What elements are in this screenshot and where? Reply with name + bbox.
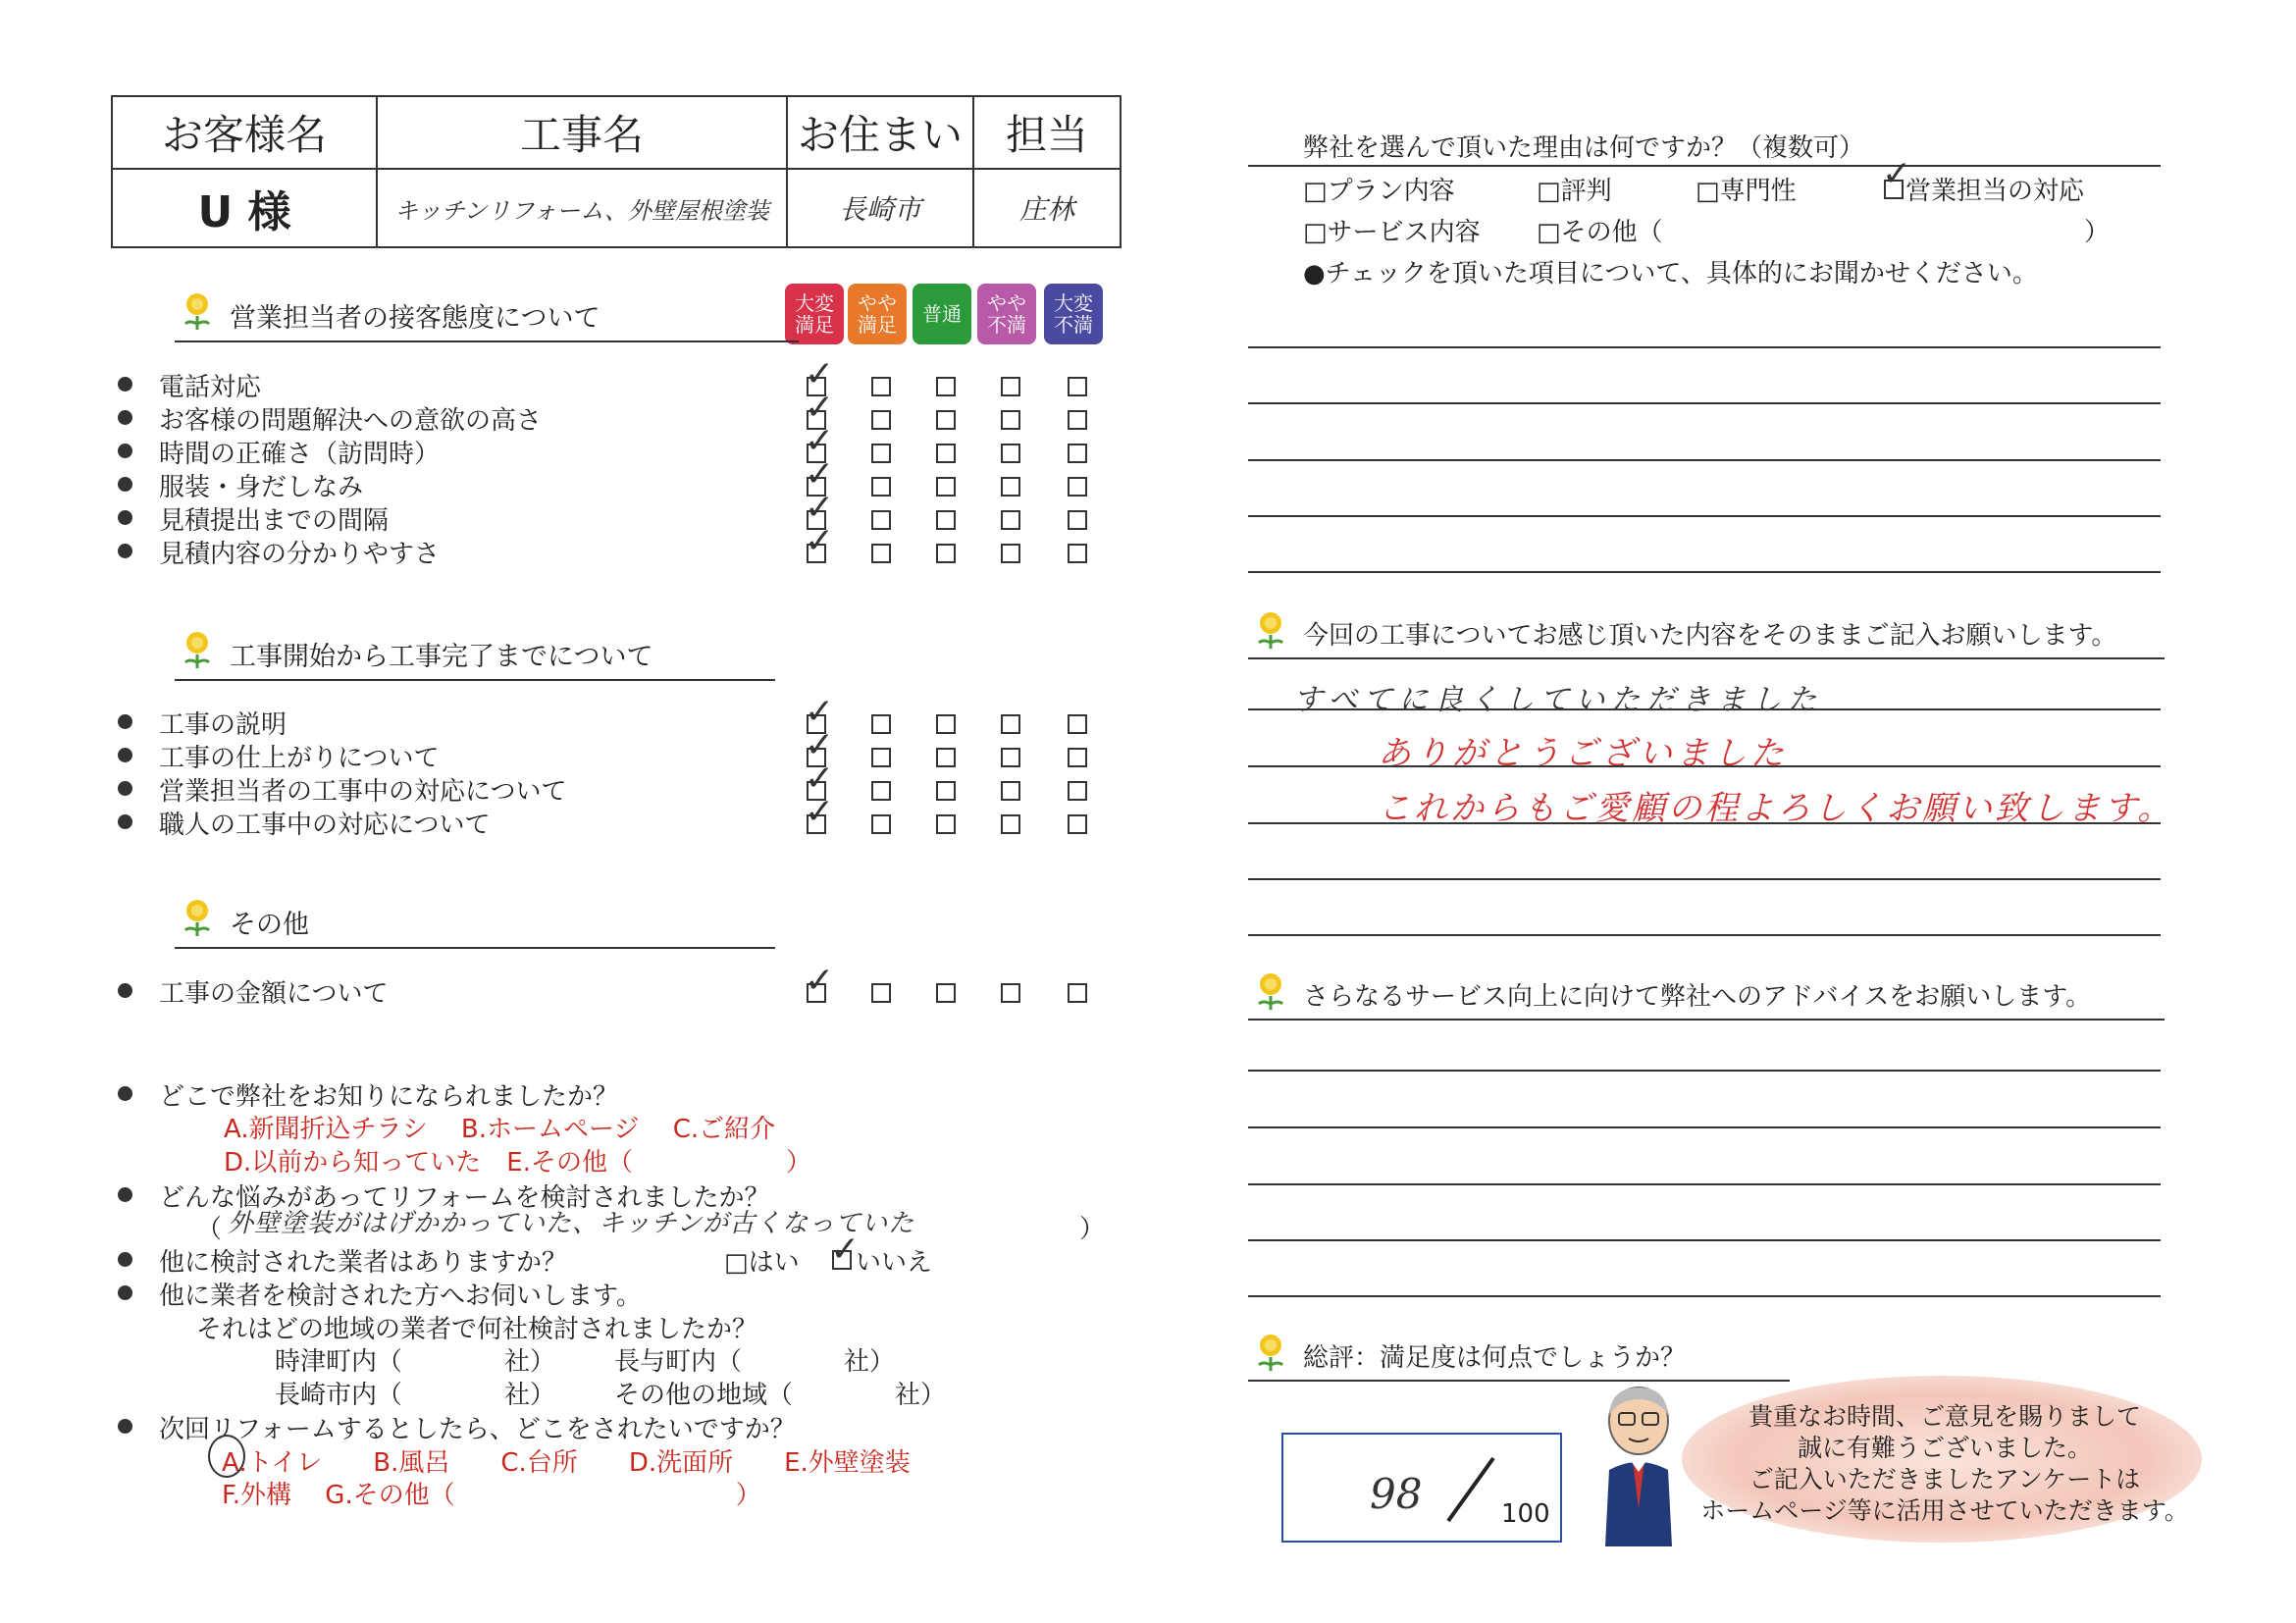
check-mark-icon: ✓: [830, 1230, 861, 1270]
impression-reply-1: ありがとうございました: [1378, 734, 1788, 773]
project-name: キッチンリフォーム、外壁屋根塗装: [377, 169, 787, 247]
check-mark-icon: ✓: [805, 388, 835, 428]
thanks-message: 貴重なお時間、ご意見を賜りまして 誠に有難うございました。 ご記入いただきましたアンケートは ホームページ等に活用させていただきます。: [1700, 1402, 2189, 1525]
list-item: 見積内容の分かりやすさ: [159, 534, 440, 570]
impression-customer-text: すべてに良くしていただきました: [1293, 683, 1823, 717]
writing-line: [1248, 1126, 2161, 1128]
rating-checkbox[interactable]: [1001, 814, 1020, 834]
check-mark-icon: ✓: [805, 354, 835, 394]
list-item: 工事の説明: [159, 705, 287, 741]
header-customer-label: お客様名: [112, 96, 377, 169]
flower-icon: [1254, 1332, 1287, 1373]
reason-expertise: □専門性: [1696, 177, 1797, 206]
section-impression: [1248, 615, 2165, 659]
flower-icon: [1254, 609, 1287, 651]
list-item: 見積提出までの間隔: [159, 500, 389, 537]
header-address-label: お住まい: [787, 96, 973, 169]
header-table: [111, 95, 1122, 248]
rating-checkbox[interactable]: [871, 714, 891, 734]
check-mark-icon: ✓: [805, 421, 835, 461]
list-item: 時間の正確さ（訪問時）: [159, 434, 440, 470]
check-mark-icon: ✓: [805, 725, 835, 765]
rating-checkbox[interactable]: [936, 510, 956, 530]
reason-sales: 営業担当の対応: [1905, 177, 2085, 206]
header-staff-label: 担当: [973, 96, 1121, 169]
writing-line: [1248, 402, 2161, 404]
next-reform-options-2: F.外構 G.その他（ ）: [222, 1481, 761, 1510]
list-item: 電話対応: [159, 367, 261, 403]
rating-checkbox[interactable]: [871, 377, 891, 396]
section-score-title: 総評：満足度は何点でしょうか？: [1303, 1343, 1687, 1373]
badge-very-satisfied: 大変 満足: [785, 284, 844, 344]
writing-line: [1248, 515, 2161, 517]
section-sales-attitude: [175, 296, 799, 342]
mascot-icon: [1593, 1382, 1684, 1548]
reason-other: □その他（: [1537, 218, 1663, 247]
divider: [1248, 165, 2161, 167]
rating-checkbox[interactable]: [871, 410, 891, 430]
rating-checkbox[interactable]: [1068, 510, 1087, 530]
writing-line: [1248, 822, 2161, 824]
writing-line: [1248, 708, 2161, 710]
question-worry: どんな悩みがあってリフォームを検討されましたか？: [159, 1178, 769, 1214]
rating-checkbox[interactable]: [1001, 544, 1020, 563]
badge-satisfied: やや 満足: [848, 284, 907, 344]
impression-reply-2: これからもご愛顧の程よろしくお願い致します。: [1378, 789, 2174, 828]
section-score: [1248, 1337, 1790, 1382]
badge-very-dissatisfied: 大変 不満: [1044, 284, 1103, 344]
writing-line: [1248, 1070, 2161, 1072]
rating-checkbox[interactable]: [1068, 983, 1087, 1003]
reason-service: □サービス内容: [1303, 218, 1481, 247]
section-other: [175, 903, 775, 949]
rating-checkbox[interactable]: [1068, 544, 1087, 563]
staff-value: 庄林: [973, 169, 1121, 247]
section-advice-title: さらなるサービス向上に向けて弊社へのアドバイスをお願いします。: [1303, 982, 2092, 1012]
score-value: 98: [1370, 1470, 1423, 1518]
worry-open-paren: （: [196, 1215, 223, 1244]
list-item: 職人の工事中の対応について: [159, 805, 490, 841]
other-vendor-no: いいえ: [856, 1248, 933, 1278]
writing-line: [1248, 1239, 2161, 1241]
reason-title: 弊社を選んで頂いた理由は何ですか？（複数可）: [1303, 133, 1865, 163]
rating-checkbox[interactable]: [936, 814, 956, 834]
vendor-area-tokitsu: 時津町内（ 社）: [275, 1347, 556, 1377]
writing-line: [1248, 346, 2161, 348]
rating-checkbox[interactable]: [936, 410, 956, 430]
check-mark-icon: ✓: [805, 488, 835, 528]
reason-detail-prompt: ●チェックを頂いた項目について、具体的にお聞かせください。: [1303, 259, 2038, 288]
list-item: 工事の金額について: [159, 973, 388, 1010]
address-value: 長崎市: [787, 169, 973, 247]
other-vendor-yes: □はい: [724, 1248, 800, 1278]
section-construction-title: 工事開始から工事完了までについて: [230, 642, 653, 672]
rating-checkbox[interactable]: [936, 748, 956, 767]
list-item: 営業担当者の工事中の対応について: [159, 771, 566, 808]
rating-checkbox[interactable]: [871, 983, 891, 1003]
circle-mark-icon: [208, 1435, 245, 1478]
badge-dissatisfied: やや 不満: [977, 284, 1036, 344]
how-know-options-2: D.以前から知っていた E.その他（ ）: [224, 1148, 811, 1178]
list-item: お客様の問題解決への意欲の高さ: [159, 400, 542, 437]
rating-checkbox[interactable]: [1001, 983, 1020, 1003]
rating-checkbox[interactable]: [1068, 410, 1087, 430]
vendor-area-line2: それはどの地域の業者で何社検討されましたか？: [196, 1315, 758, 1344]
rating-checkbox[interactable]: [871, 814, 891, 834]
rating-checkbox[interactable]: [1001, 510, 1020, 530]
vendor-area-other: その他の地域（ 社）: [614, 1381, 947, 1410]
section-impression-title: 今回の工事についてお感じ頂いた内容をそのままご記入お願いします。: [1303, 621, 2117, 651]
rating-checkbox[interactable]: [871, 748, 891, 767]
rating-checkbox[interactable]: [936, 983, 956, 1003]
reason-plan: □プラン内容: [1303, 177, 1455, 206]
writing-line: [1248, 459, 2161, 461]
badge-normal: 普通: [913, 284, 971, 344]
score-box[interactable]: [1281, 1433, 1562, 1543]
writing-line: [1248, 571, 2161, 573]
section-sales-attitude-title: 営業担当者の接客態度について: [230, 303, 600, 334]
writing-line: [1248, 934, 2161, 936]
rating-checkbox[interactable]: [936, 377, 956, 396]
writing-line: [1248, 1295, 2161, 1297]
flower-icon: [181, 629, 214, 670]
vendor-area-nagayo: 長与町内（ 社）: [614, 1347, 896, 1377]
writing-line: [1248, 1183, 2161, 1185]
list-item: 工事の仕上がりについて: [159, 738, 439, 774]
writing-line: [1248, 878, 2161, 880]
check-mark-icon: ✓: [805, 792, 835, 832]
rating-checkbox[interactable]: [1068, 781, 1087, 801]
next-reform-options-1: A.トイレ B.風呂 C.台所 D.洗面所 E.外壁塗装: [222, 1448, 911, 1478]
list-item: 服装・身だしなみ: [159, 467, 363, 503]
rating-checkbox[interactable]: [1001, 748, 1020, 767]
rating-checkbox[interactable]: [1068, 714, 1087, 734]
rating-checkbox[interactable]: [1001, 477, 1020, 497]
rating-checkbox[interactable]: [1001, 377, 1020, 396]
worry-close-paren: ）: [1079, 1215, 1106, 1244]
question-other-vendor: 他に検討された業者はありますか？: [159, 1242, 567, 1279]
rating-checkbox[interactable]: [871, 781, 891, 801]
rating-checkbox[interactable]: [936, 714, 956, 734]
question-how-know: どこで弊社をお知りになられましたか？: [159, 1076, 618, 1113]
flower-icon: [181, 897, 214, 938]
rating-checkbox[interactable]: [1068, 814, 1087, 834]
section-other-title: その他: [230, 910, 309, 940]
check-mark-icon: ✓: [805, 521, 835, 561]
check-mark-icon: ✓: [1882, 154, 1912, 194]
question-next-reform: 次回リフォームするとしたら、どこをされたいですか？: [159, 1409, 796, 1445]
rating-checkbox[interactable]: [1001, 444, 1020, 463]
section-advice: [1248, 976, 2165, 1021]
question-vendor-area: 他に業者を検討された方へお伺いします。: [159, 1276, 642, 1312]
slash-icon: [1440, 1452, 1499, 1527]
worry-answer: 外壁塗装がはげかかっていた、キッチンが古くなっていた: [228, 1209, 915, 1238]
rating-checkbox[interactable]: [871, 477, 891, 497]
flower-icon: [1254, 970, 1287, 1012]
check-mark-icon: ✓: [805, 759, 835, 799]
reason-reputation: □評判: [1537, 177, 1612, 206]
section-construction: [175, 635, 775, 681]
rating-checkbox[interactable]: [936, 444, 956, 463]
reason-other-close: ）: [2084, 218, 2111, 247]
rating-checkbox[interactable]: [1068, 748, 1087, 767]
rating-checkbox[interactable]: [1068, 377, 1087, 396]
check-mark-icon: ✓: [805, 692, 835, 732]
rating-checkbox[interactable]: [1068, 477, 1087, 497]
check-mark-icon: ✓: [805, 961, 835, 1001]
rating-checkbox[interactable]: [1001, 714, 1020, 734]
writing-line: [1248, 765, 2161, 767]
rating-checkbox[interactable]: [936, 477, 956, 497]
customer-name: U 様: [112, 169, 377, 247]
rating-checkbox[interactable]: [1001, 410, 1020, 430]
rating-checkbox[interactable]: [1068, 444, 1087, 463]
check-mark-icon: ✓: [805, 454, 835, 495]
rating-checkbox[interactable]: [1001, 781, 1020, 801]
rating-checkbox[interactable]: [936, 544, 956, 563]
rating-checkbox[interactable]: [871, 510, 891, 530]
rating-checkbox[interactable]: [871, 444, 891, 463]
score-max: 100: [1501, 1499, 1550, 1529]
rating-checkbox[interactable]: [936, 781, 956, 801]
header-project-label: 工事名: [377, 96, 787, 169]
rating-checkbox[interactable]: [871, 544, 891, 563]
how-know-options-1: A.新聞折込チラシ B.ホームページ C.ご紹介: [224, 1115, 776, 1144]
vendor-area-nagasaki: 長崎市内（ 社）: [275, 1381, 556, 1410]
flower-icon: [181, 290, 214, 332]
